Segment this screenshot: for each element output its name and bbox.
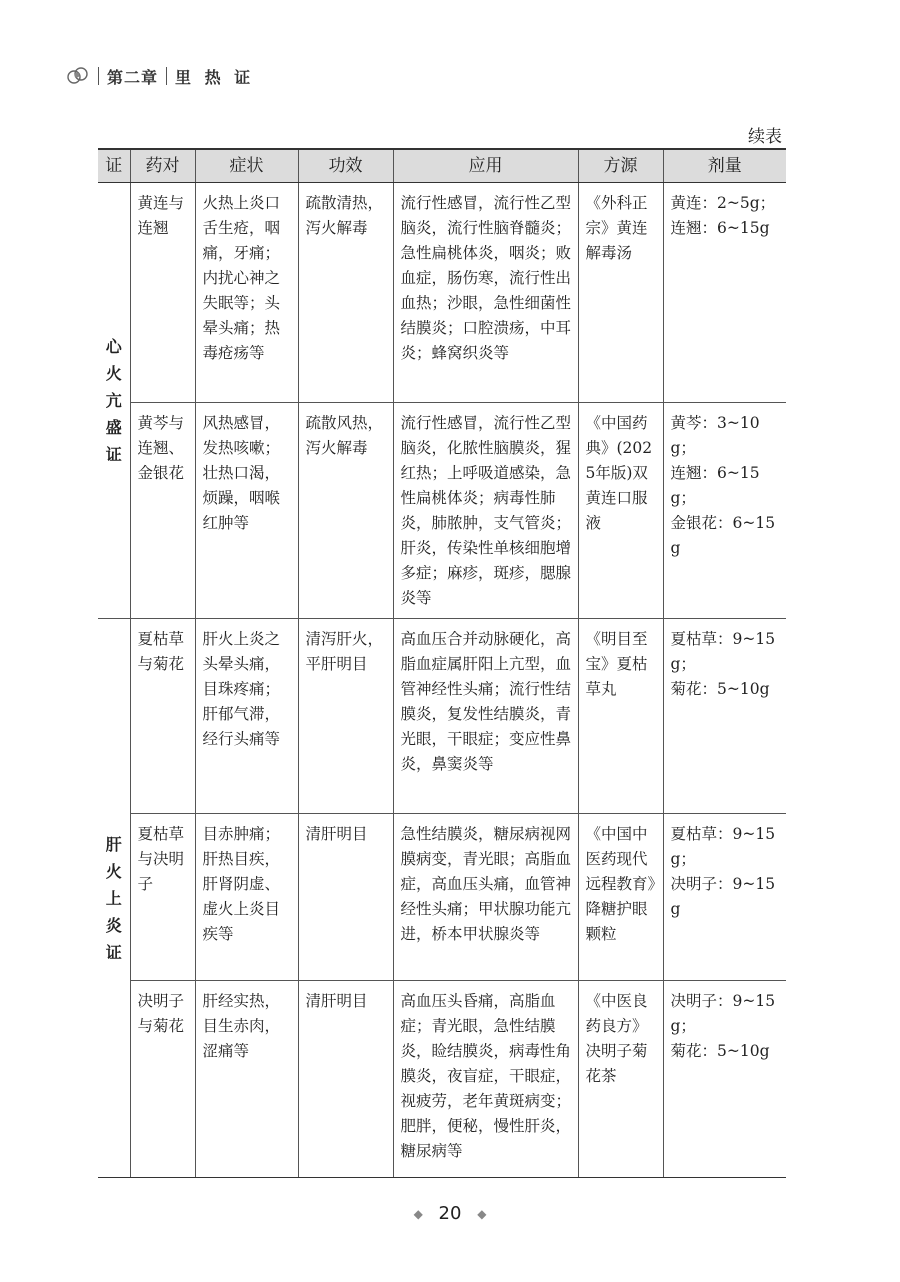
- dosage-line: 连翘：6~15g: [670, 219, 770, 237]
- diamond-icon: ◆: [477, 1207, 487, 1221]
- dosage-cell: [663, 814, 786, 981]
- application-cell: 流行性感冒，流行性乙型脑炎，流行性脑脊髓炎；急性扁桃体炎，咽炎；败血症，肠伤寒，流行性出血热；沙眼，急性细菌性结膜炎；口腔溃疡，中耳炎；蜂窝织炎等: [393, 183, 578, 403]
- symptoms-cell: 肝经实热，目生赤肉，涩痛等: [195, 981, 298, 1178]
- chapter-label: 第二章: [107, 67, 159, 87]
- table-row: [98, 814, 786, 981]
- column-header: 症状: [195, 149, 298, 183]
- dosage-line: 菊花：5~10g: [670, 1042, 770, 1060]
- syndrome-name: 肝火上炎证: [105, 834, 122, 962]
- herb-pair-cell: 夏枯草与决明子: [130, 814, 195, 981]
- effect-cell: 清肝明目: [298, 814, 393, 981]
- syndrome-name: 心火亢盛证: [105, 337, 122, 464]
- column-header: 剂量: [663, 149, 786, 183]
- page-footer: [0, 1203, 900, 1224]
- effect-cell: 疏散风热，泻火解毒: [298, 403, 393, 619]
- dosage-cell: [663, 619, 786, 814]
- application-cell: 急性结膜炎，糖尿病视网膜病变，青光眼；高脂血症，高血压头痛，血管神经性头痛；甲状腺功能亢进，桥本甲状腺炎等: [393, 814, 578, 981]
- application-cell: 流行性感冒，流行性乙型脑炎，化脓性脑膜炎，猩红热；上呼吸道感染，急性扁桃体炎；病毒性肺炎，肺脓肿，支气管炎；肝炎，传染性单核细胞增多症；麻疹，斑疹，腮腺炎等: [393, 403, 578, 619]
- source-cell: 《中国药典》(2025年版)双黄连口服液: [578, 403, 663, 619]
- symptoms-cell: 风热感冒，发热咳嗽；壮热口渴，烦躁，咽喉红肿等: [195, 403, 298, 619]
- dosage-line: 菊花：5~10g: [670, 680, 770, 698]
- herb-pair-cell: 夏枯草与菊花: [130, 619, 195, 814]
- symptoms-cell: 肝火上炎之头晕头痛，目珠疼痛；肝郁气滞，经行头痛等: [195, 619, 298, 814]
- dosage-line: 金银花：6~15g: [670, 514, 776, 557]
- running-header: [66, 62, 254, 90]
- table-row: [98, 619, 786, 814]
- dosage-line: 夏枯草：9~15g；: [670, 825, 776, 868]
- effect-cell: 清泻肝火，平肝明目: [298, 619, 393, 814]
- header-divider: [98, 67, 99, 85]
- cloud-ornament-icon: [66, 65, 90, 87]
- column-header: 应用: [393, 149, 578, 183]
- dosage-line: 夏枯草：9~15g；: [670, 630, 776, 673]
- dosage-cell: [663, 403, 786, 619]
- effect-cell: 清肝明目: [298, 981, 393, 1178]
- symptoms-cell: 目赤肿痛；肝热目疾，肝肾阴虚、虚火上炎目疾等: [195, 814, 298, 981]
- herb-pair-table: [98, 148, 786, 1178]
- chapter-title: 里 热 证: [175, 67, 255, 87]
- column-header: 证: [98, 149, 130, 183]
- source-cell: 《中国中医药现代远程教育》降糖护眼颗粒: [578, 814, 663, 981]
- header-divider: [166, 67, 167, 85]
- table-row: [98, 981, 786, 1178]
- dosage-cell: [663, 981, 786, 1178]
- dosage-cell: [663, 183, 786, 403]
- symptoms-cell: 火热上炎口舌生疮，咽痛，牙痛；内扰心神之失眠等；头晕头痛；热毒疮疡等: [195, 183, 298, 403]
- diamond-icon: ◆: [413, 1207, 423, 1221]
- application-cell: 高血压头昏痛，高脂血症；青光眼，急性结膜炎，睑结膜炎，病毒性角膜炎，夜盲症，干眼症，视疲劳，老年黄斑病变；肥胖，便秘，慢性肝炎，糖尿病等: [393, 981, 578, 1178]
- column-header: 功效: [298, 149, 393, 183]
- syndrome-cell: [98, 183, 130, 619]
- source-cell: 《明目至宝》夏枯草丸: [578, 619, 663, 814]
- table-row: [98, 403, 786, 619]
- source-cell: 《外科正宗》黄连解毒汤: [578, 183, 663, 403]
- application-cell: 高血压合并动脉硬化，高脂血症属肝阳上亢型，血管神经性头痛；流行性结膜炎，复发性结膜炎，青光眼，干眼症；变应性鼻炎，鼻窦炎等: [393, 619, 578, 814]
- syndrome-cell: [98, 619, 130, 1178]
- page-number: 20: [438, 1203, 462, 1224]
- effect-cell: 疏散清热，泻火解毒: [298, 183, 393, 403]
- dosage-line: 黄芩：3~10g；: [670, 414, 760, 457]
- dosage-line: 连翘：6~15g；: [670, 464, 760, 507]
- column-header: 药对: [130, 149, 195, 183]
- dosage-line: 决明子：9~15g；: [670, 992, 776, 1035]
- table-row: [98, 183, 786, 403]
- dosage-line: 黄连：2~5g；: [670, 194, 776, 212]
- continued-label: 续表: [748, 127, 782, 147]
- column-header: 方源: [578, 149, 663, 183]
- herb-pair-cell: 黄连与连翘: [130, 183, 195, 403]
- herb-pair-cell: 决明子与菊花: [130, 981, 195, 1178]
- dosage-line: 决明子：9~15g: [670, 875, 776, 918]
- table-header-row: [98, 149, 786, 183]
- herb-pair-cell: 黄芩与连翘、金银花: [130, 403, 195, 619]
- source-cell: 《中医良药良方》决明子菊花茶: [578, 981, 663, 1178]
